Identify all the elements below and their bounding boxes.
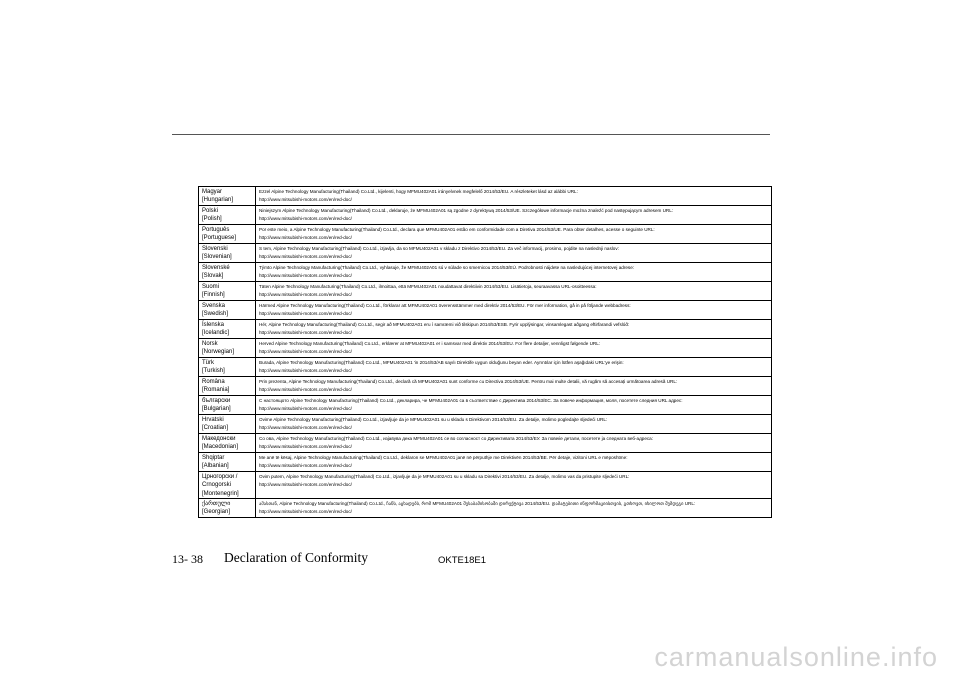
language-label: [Hungarian] xyxy=(202,197,234,204)
declaration-cell xyxy=(256,225,772,244)
page-title: Declaration of Conformity xyxy=(224,550,368,565)
table-row xyxy=(199,282,772,301)
language-cell xyxy=(199,453,256,472)
language-name: ქართული xyxy=(202,500,231,507)
declaration-cell xyxy=(256,282,772,301)
declaration-cell xyxy=(256,358,772,377)
language-label: [Turkish] xyxy=(202,368,225,375)
declaration-cell xyxy=(256,301,772,320)
language-label: [Polish] xyxy=(202,216,222,223)
language-cell xyxy=(199,225,256,244)
page-number: 13- 38 xyxy=(172,552,203,566)
language-cell xyxy=(199,282,256,301)
declaration-cell xyxy=(256,415,772,434)
declaration-text: Herved Alpine Technology Manufacturing(Thailand) Co.Ltd., erklærer at MFMU402A01 er i samsvar med direktiv 2014/53/EU. For flere detaljer, vennligst følgende URL: xyxy=(259,341,601,346)
table-row xyxy=(199,244,772,263)
language-name: Македонски xyxy=(202,436,236,442)
language-label: [Icelandic] xyxy=(202,330,230,337)
declaration-cell xyxy=(256,498,772,517)
declaration-text: Niniejszym Alpine Technology Manufacturing(Thailand) Co.Ltd., deklaruje, że MFMU402A01 są zgodne z dyrektywą 2014/53/UE. Szczegółowe informacje można znaleźć pod następującym adresem URL: xyxy=(259,208,674,213)
language-name: Türk xyxy=(202,360,214,366)
language-label: [Montenegrin] xyxy=(202,490,239,497)
language-cell xyxy=(199,434,256,453)
declaration-url: http://www.mitsubishi-motors.com/en/red-doc/ xyxy=(259,425,352,430)
declaration-cell xyxy=(256,206,772,225)
declaration-url: http://www.mitsubishi-motors.com/en/red-doc/ xyxy=(259,330,352,335)
language-name: Íslenska xyxy=(202,322,225,328)
language-cell xyxy=(199,415,256,434)
document-code: OKTE18E1 xyxy=(438,555,487,566)
language-label: [Croatian] xyxy=(202,425,229,432)
language-cell xyxy=(199,377,256,396)
language-cell xyxy=(199,206,256,225)
language-cell xyxy=(199,472,256,499)
declaration-url: http://www.mitsubishi-motors.com/en/red-doc/ xyxy=(259,292,352,297)
declaration-cell xyxy=(256,320,772,339)
language-cell xyxy=(199,244,256,263)
declaration-text: Me anë të kësaj, Alpine Technology Manufacturing(Thailand) Co.Ltd., deklaron se MFMU402A01 janë në përputhje me Direktivën 2014/53/BE. Për detaje, vizitoni URL e mëposhtme: xyxy=(259,455,628,460)
declaration-url: http://www.mitsubishi-motors.com/en/red-doc/ xyxy=(259,197,352,202)
language-label: [Slovenian] xyxy=(202,254,232,261)
declaration-cell xyxy=(256,396,772,415)
header-rule xyxy=(172,134,770,135)
declaration-cell xyxy=(256,263,772,282)
language-cell xyxy=(199,187,256,206)
declaration-text: Härmed Alpine Technology Manufacturing(Thailand) Co.Ltd., förklarar att MFMU402A01 överensstämmer med direktiv 2014/53/EU. För mer information, gå in på följande webbadress: xyxy=(259,303,631,308)
language-cell xyxy=(199,263,256,282)
declaration-text: Со ова, Alpine Technology Manufacturing(Thailand) Co.Ltd., изјавува дека MFMU402A01 се во согласност со Директивата 2014/53/ЕУ. За повеќе детали, посетете ја следната веб-адреса: xyxy=(259,436,654,441)
language-name: Magyar xyxy=(202,189,223,195)
language-name: Polski xyxy=(202,208,219,214)
declaration-url: http://www.mitsubishi-motors.com/en/red-doc/ xyxy=(259,368,352,373)
declaration-cell xyxy=(256,453,772,472)
declaration-url: http://www.mitsubishi-motors.com/en/red-doc/ xyxy=(259,444,352,449)
table-row xyxy=(199,472,772,499)
table-row xyxy=(199,498,772,517)
language-cell xyxy=(199,396,256,415)
language-cell xyxy=(199,358,256,377)
language-name: Slovenski xyxy=(202,246,228,252)
declaration-url: http://www.mitsubishi-motors.com/en/red-doc/ xyxy=(259,387,352,392)
declaration-text: Ezzel Alpine Technology Manufacturing(Thailand) Co.Ltd., kijelenti, hogy MFMU402A01 irányelvnek megfelelő 2014/53/EU. A részleteket lásd az alábbi URL: xyxy=(259,189,578,194)
language-label: Crnogorski xyxy=(202,482,232,489)
declaration-table xyxy=(198,186,772,518)
table-row xyxy=(199,206,772,225)
language-name: Português xyxy=(202,227,230,233)
table-row xyxy=(199,225,772,244)
declaration-text: Burada, Alpine Technology Manufacturing(Thailand) Co.Ltd., MFMU402A01 'in 2014/53/AB sayılı Direktife uygun olduğunu beyan eder. Ayrıntılar için lütfen aşağıdaki URL'ye erişin: xyxy=(259,360,624,365)
declaration-cell xyxy=(256,244,772,263)
language-name: Svenska xyxy=(202,303,226,309)
declaration-cell xyxy=(256,434,772,453)
declaration-text: Prin prezenta, Alpine Technology Manufacturing(Thailand) Co.Ltd., declară că MFMU402A01 sunt conforme cu Directiva 2014/53/UE. Pentru mai multe detalii, vă rugăm să accesați următoarea adresă URL: xyxy=(259,379,678,384)
table-row xyxy=(199,301,772,320)
language-label: [Albanian] xyxy=(202,463,229,470)
language-name: Româna xyxy=(202,379,225,385)
declaration-url: http://www.mitsubishi-motors.com/en/red-doc/ xyxy=(259,508,352,514)
language-name: Hrvatski xyxy=(202,417,224,423)
language-name: Suomi xyxy=(202,284,220,290)
language-label: [Swedish] xyxy=(202,311,229,318)
language-cell xyxy=(199,301,256,320)
table-row xyxy=(199,453,772,472)
watermark: carmanualsonline.info xyxy=(654,642,938,672)
declaration-text: Hér, Alpine Technology Manufacturing(Thailand) Co.Ltd., segir að MFMU402A01 eru í samræmi við tilskipun 2014/53/ESB. Fyrir upplýsingar, vinsamlegast aðgang eftirfarandi vefslóð: xyxy=(259,322,630,327)
declaration-text: С настоящото Alpine Technology Manufacturing(Thailand) Co.Ltd., декларира, че MFMU402A01 са в съответствие с Директива 2014/53/ЕС. За повече информация, моля, посетете следния URL адрес: xyxy=(259,398,683,403)
language-cell xyxy=(199,498,256,517)
declaration-url: http://www.mitsubishi-motors.com/en/red-doc/ xyxy=(259,406,352,411)
language-name: български xyxy=(202,398,231,404)
table-row xyxy=(199,320,772,339)
table-row xyxy=(199,358,772,377)
declaration-text: Týmto Alpine Technology Manufacturing(Thailand) Co.Ltd., vyhlasuje, že MFMU402A01 sú v súlade so smernicou 2014/53/EÚ. Podrobnosti nájdete na nasledujúcej internetovej adrese: xyxy=(259,265,635,270)
table-row xyxy=(199,377,772,396)
declaration-cell xyxy=(256,187,772,206)
declaration-url: http://www.mitsubishi-motors.com/en/red-doc/ xyxy=(259,216,352,221)
language-label: [Macedonian] xyxy=(202,444,239,451)
declaration-url: http://www.mitsubishi-motors.com/en/red-doc/ xyxy=(259,463,352,468)
language-label: [Finnish] xyxy=(202,292,225,299)
language-name: Norsk xyxy=(202,341,218,347)
declaration-url: http://www.mitsubishi-motors.com/en/red-doc/ xyxy=(259,235,352,240)
declaration-text: Ovime Alpine Technology Manufacturing(Thailand) Co.Ltd., izjavljuje da je MFMU402A01 su u skladu s Direktivom 2014/53/EU. Za detalje, molimo pogledajte sljedeći URL: xyxy=(259,417,608,422)
declaration-url: http://www.mitsubishi-motors.com/en/red-doc/ xyxy=(259,273,352,278)
declaration-cell xyxy=(256,472,772,499)
table-row xyxy=(199,396,772,415)
language-label: [Norwegian] xyxy=(202,349,235,356)
declaration-text: ამასთან, Alpine Technology Manufacturing(Thailand) Co.Ltd., ჩანს, აცხადებს, რომ MFMU402A01 შესაბამისობაში დირექტივა 2014/53/EU. დამატებითი ინფორმაციისთვის, გთხოვთ, იხილოთ შემდეგი URL: xyxy=(259,500,696,506)
declaration-text: Por este meio, a Alpine Technology Manufacturing(Thailand) Co.Ltd., declara que MFMU402A01 estão em conformidade com a Diretiva 2014/53/UE. Para obter detalhes, acesse o seguinte URL: xyxy=(259,227,655,232)
table-row xyxy=(199,415,772,434)
declaration-cell xyxy=(256,339,772,358)
declaration-text: Ovim putem, Alpine Technology Manufacturing(Thailand) Co.Ltd., izjavljuje da je MFMU402A01 su u skladu sa Direktivi 2014/53/EU. Za detalje, molimo vas da pristupite sljedeći URL: xyxy=(259,474,630,479)
language-name: Slovenské xyxy=(202,265,230,271)
declaration-cell xyxy=(256,377,772,396)
table-row xyxy=(199,434,772,453)
declaration-text: Täten Alpine Technology Manufacturing(Thailand) Co.Ltd., ilmoittaa, että MFMU402A01 noudattavat direktiivin 2014/53/EU. Lisätietoja, seuraavassa URL-osoitteessa: xyxy=(259,284,597,289)
declaration-url: http://www.mitsubishi-motors.com/en/red-doc/ xyxy=(259,482,352,487)
language-label: [Georgian] xyxy=(202,509,231,516)
table-row xyxy=(199,263,772,282)
declaration-url: http://www.mitsubishi-motors.com/en/red-doc/ xyxy=(259,254,352,259)
language-label: [Portuguese] xyxy=(202,235,237,242)
language-cell xyxy=(199,320,256,339)
table-row xyxy=(199,339,772,358)
language-label: [Slovak] xyxy=(202,273,224,280)
declaration-url: http://www.mitsubishi-motors.com/en/red-doc/ xyxy=(259,349,352,354)
language-name: Црногорски / xyxy=(202,474,238,480)
language-cell xyxy=(199,339,256,358)
language-name: Shqiptar xyxy=(202,455,225,461)
declaration-url: http://www.mitsubishi-motors.com/en/red-doc/ xyxy=(259,311,352,316)
language-label: [Bulgarian] xyxy=(202,406,231,413)
table-row xyxy=(199,187,772,206)
declaration-text: S tem, Alpine Technology Manufacturing(Thailand) Co.Ltd., izjavlja, da so MFMU402A01 v skladu z Direktivo 2014/53/EU. Za več informacij, prosimo, pojdite na naslednji naslov: xyxy=(259,246,619,251)
language-label: [Romania] xyxy=(202,387,230,394)
